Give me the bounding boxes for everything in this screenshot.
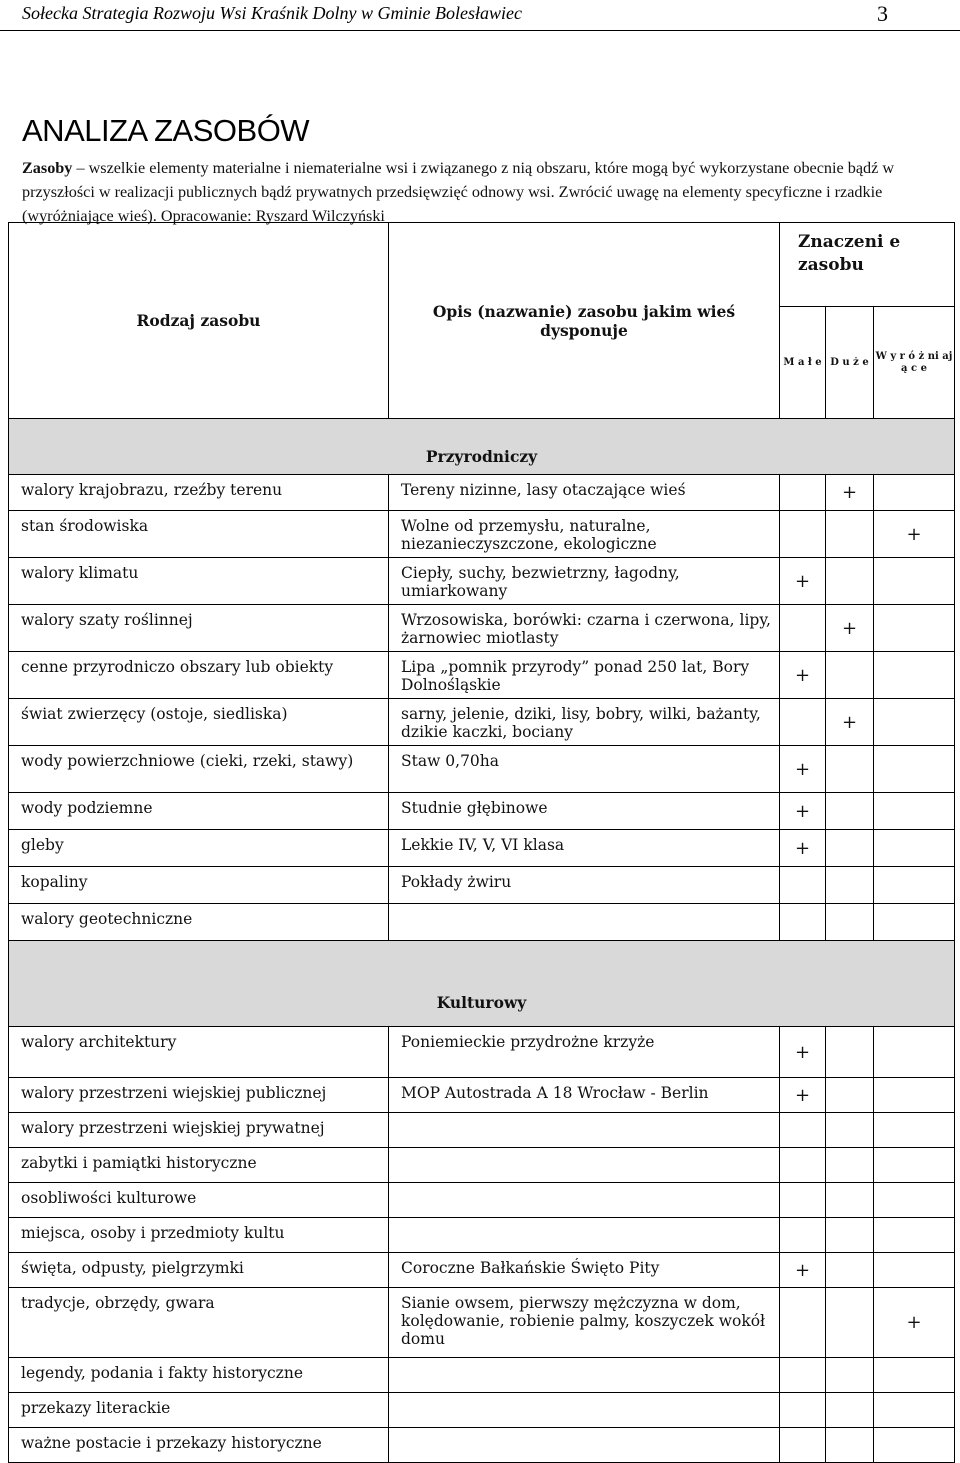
resource-type: walory klimatu xyxy=(9,558,389,605)
importance-large xyxy=(826,1253,874,1288)
section-header-0 xyxy=(9,419,955,475)
resource-description: MOP Autostrada A 18 Wrocław - Berlin xyxy=(389,1078,780,1113)
table-row xyxy=(9,511,955,558)
resource-type: cenne przyrodniczo obszary lub obiekty xyxy=(9,652,389,699)
header-resource-description: Opis (nazwanie) zasobu jakim wieś dysponuje xyxy=(389,223,780,419)
resource-type: walory przestrzeni wiejskiej publicznej xyxy=(9,1078,389,1113)
header-small: M a ł e xyxy=(780,307,826,419)
resource-description: Coroczne Bałkańskie Święto Pity xyxy=(389,1253,780,1288)
resource-type: walory szaty roślinnej xyxy=(9,605,389,652)
resource-description: sarny, jelenie, dziki, lisy, bobry, wilki, bażanty, dzikie kaczki, bociany xyxy=(389,699,780,746)
resource-type: walory geotechniczne xyxy=(9,904,389,941)
resource-type: kopaliny xyxy=(9,867,389,904)
resource-type: legendy, podania i fakty historyczne xyxy=(9,1358,389,1393)
resource-description xyxy=(389,904,780,941)
importance-large xyxy=(826,1288,874,1358)
importance-distinctive xyxy=(874,1253,955,1288)
page-header xyxy=(0,0,960,31)
importance-large xyxy=(826,746,874,793)
importance-distinctive xyxy=(874,1148,955,1183)
importance-small: + xyxy=(780,793,826,830)
resource-type: walory architektury xyxy=(9,1027,389,1078)
importance-small xyxy=(780,699,826,746)
header-large: D u ż e xyxy=(826,307,874,419)
resource-type: zabytki i pamiątki historyczne xyxy=(9,1148,389,1183)
resource-description xyxy=(389,1183,780,1218)
resource-description: Studnie głębinowe xyxy=(389,793,780,830)
resource-description xyxy=(389,1218,780,1253)
table-row xyxy=(9,1288,955,1358)
page-number: 3 xyxy=(877,1,888,26)
importance-large xyxy=(826,1113,874,1148)
resource-description: Ciepły, suchy, bezwietrzny, łagodny, umiarkowany xyxy=(389,558,780,605)
importance-distinctive xyxy=(874,1218,955,1253)
table-row xyxy=(9,793,955,830)
table-row xyxy=(9,1078,955,1113)
table-row xyxy=(9,699,955,746)
resource-description: Wrzosowiska, borówki: czarna i czerwona, lipy, żarnowiec miotlasty xyxy=(389,605,780,652)
importance-large xyxy=(826,1218,874,1253)
resource-type: stan środowiska xyxy=(9,511,389,558)
table-row xyxy=(9,1428,955,1463)
resource-description: Lipa „pomnik przyrody” ponad 250 lat, Bory Dolnośląskie xyxy=(389,652,780,699)
header-resource-type: Rodzaj zasobu xyxy=(9,223,389,419)
importance-small xyxy=(780,1148,826,1183)
section-title: Kulturowy xyxy=(436,993,527,1012)
resource-description xyxy=(389,1428,780,1463)
intro-text: – wszelkie elementy materialne i niematerialne wsi i związanego z nią obszaru, które mogą być wykorzystane obecnie bądź w przyszłości w realizacji publicznych bądź prywatnych przedsięwzięć odnowy wsi. Zwrócić uwagę na elementy specyficzne i rzadkie (wyróżniające wieś). Opracowanie: Ryszard Wilczyński xyxy=(22,159,895,225)
importance-distinctive xyxy=(874,793,955,830)
resource-type: tradycje, obrzędy, gwara xyxy=(9,1288,389,1358)
importance-large xyxy=(826,1027,874,1078)
resource-type: wody powierzchniowe (cieki, rzeki, stawy) xyxy=(9,746,389,793)
table-row xyxy=(9,1183,955,1218)
importance-large xyxy=(826,1428,874,1463)
importance-small: + xyxy=(780,1253,826,1288)
table-row xyxy=(9,1148,955,1183)
importance-distinctive xyxy=(874,1183,955,1218)
importance-distinctive xyxy=(874,1393,955,1428)
importance-small xyxy=(780,1393,826,1428)
table-row xyxy=(9,1027,955,1078)
table-row xyxy=(9,1358,955,1393)
importance-distinctive xyxy=(874,475,955,511)
importance-small xyxy=(780,511,826,558)
importance-small: + xyxy=(780,558,826,605)
importance-large xyxy=(826,1358,874,1393)
importance-large: + xyxy=(826,699,874,746)
importance-distinctive xyxy=(874,1428,955,1463)
importance-large xyxy=(826,558,874,605)
table-row xyxy=(9,652,955,699)
table-row xyxy=(9,558,955,605)
importance-large xyxy=(826,1183,874,1218)
importance-distinctive xyxy=(874,904,955,941)
importance-distinctive xyxy=(874,746,955,793)
importance-large xyxy=(826,830,874,867)
resource-description: Pokłady żwiru xyxy=(389,867,780,904)
section-title: Przyrodniczy xyxy=(425,447,538,466)
importance-distinctive xyxy=(874,605,955,652)
table-row xyxy=(9,830,955,867)
importance-distinctive xyxy=(874,867,955,904)
table-row xyxy=(9,1393,955,1428)
resource-type: walory przestrzeni wiejskiej prywatnej xyxy=(9,1113,389,1148)
table-row xyxy=(9,904,955,941)
importance-small: + xyxy=(780,1078,826,1113)
importance-distinctive: + xyxy=(874,1288,955,1358)
importance-small xyxy=(780,1218,826,1253)
section-heading: ANALIZA ZASOBÓW xyxy=(22,113,310,148)
resource-type: przekazy literackie xyxy=(9,1393,389,1428)
resource-description xyxy=(389,1393,780,1428)
importance-distinctive xyxy=(874,830,955,867)
resource-type: wody podziemne xyxy=(9,793,389,830)
importance-large xyxy=(826,1148,874,1183)
table-row xyxy=(9,1218,955,1253)
resource-description xyxy=(389,1358,780,1393)
importance-large xyxy=(826,511,874,558)
importance-small xyxy=(780,475,826,511)
importance-distinctive xyxy=(874,1027,955,1078)
importance-large xyxy=(826,867,874,904)
intro-term: Zasoby xyxy=(22,159,73,177)
importance-distinctive xyxy=(874,1078,955,1113)
importance-distinctive: + xyxy=(874,511,955,558)
importance-large xyxy=(826,793,874,830)
resource-type: ważne postacie i przekazy historyczne xyxy=(9,1428,389,1463)
importance-small xyxy=(780,1358,826,1393)
table-row xyxy=(9,605,955,652)
resource-type: gleby xyxy=(9,830,389,867)
resource-type: święta, odpusty, pielgrzymki xyxy=(9,1253,389,1288)
importance-small xyxy=(780,1113,826,1148)
importance-small xyxy=(780,867,826,904)
importance-distinctive xyxy=(874,652,955,699)
header-importance: Znaczeni e zasobu xyxy=(780,223,955,307)
resource-type: walory krajobrazu, rzeźby terenu xyxy=(9,475,389,511)
importance-small xyxy=(780,605,826,652)
resource-type: osobliwości kulturowe xyxy=(9,1183,389,1218)
resource-description: Poniemieckie przydrożne krzyże xyxy=(389,1027,780,1078)
table-row xyxy=(9,1113,955,1148)
table-row xyxy=(9,475,955,511)
importance-large xyxy=(826,1393,874,1428)
importance-distinctive xyxy=(874,558,955,605)
importance-small xyxy=(780,904,826,941)
resource-description: Lekkie IV, V, VI klasa xyxy=(389,830,780,867)
importance-distinctive xyxy=(874,699,955,746)
importance-distinctive xyxy=(874,1113,955,1148)
header-distinctive: W y r ó ż ni aj ą c e xyxy=(874,307,955,419)
importance-distinctive xyxy=(874,1358,955,1393)
resource-description: Staw 0,70ha xyxy=(389,746,780,793)
importance-small: + xyxy=(780,652,826,699)
document-title: Sołecka Strategia Rozwoju Wsi Kraśnik Dolny w Gminie Bolesławiec xyxy=(22,3,522,23)
importance-small: + xyxy=(780,746,826,793)
intro-paragraph xyxy=(22,156,952,228)
importance-small xyxy=(780,1428,826,1463)
section-header-1 xyxy=(9,941,955,1027)
resource-description: Sianie owsem, pierwszy mężczyzna w dom, kolędowanie, robienie palmy, koszyczek wokół domu xyxy=(389,1288,780,1358)
importance-large xyxy=(826,904,874,941)
importance-large xyxy=(826,1078,874,1113)
resource-type: miejsca, osoby i przedmioty kultu xyxy=(9,1218,389,1253)
table-row xyxy=(9,746,955,793)
resources-table xyxy=(8,222,955,1463)
importance-large: + xyxy=(826,475,874,511)
importance-small: + xyxy=(780,830,826,867)
importance-large: + xyxy=(826,605,874,652)
resource-description xyxy=(389,1113,780,1148)
importance-small: + xyxy=(780,1027,826,1078)
resource-description: Tereny nizinne, lasy otaczające wieś xyxy=(389,475,780,511)
importance-small xyxy=(780,1288,826,1358)
table-row xyxy=(9,1253,955,1288)
resource-description xyxy=(389,1148,780,1183)
resource-description: Wolne od przemysłu, naturalne, niezanieczyszczone, ekologiczne xyxy=(389,511,780,558)
table-row xyxy=(9,867,955,904)
importance-large xyxy=(826,652,874,699)
resource-type: świat zwierzęcy (ostoje, siedliska) xyxy=(9,699,389,746)
importance-small xyxy=(780,1183,826,1218)
